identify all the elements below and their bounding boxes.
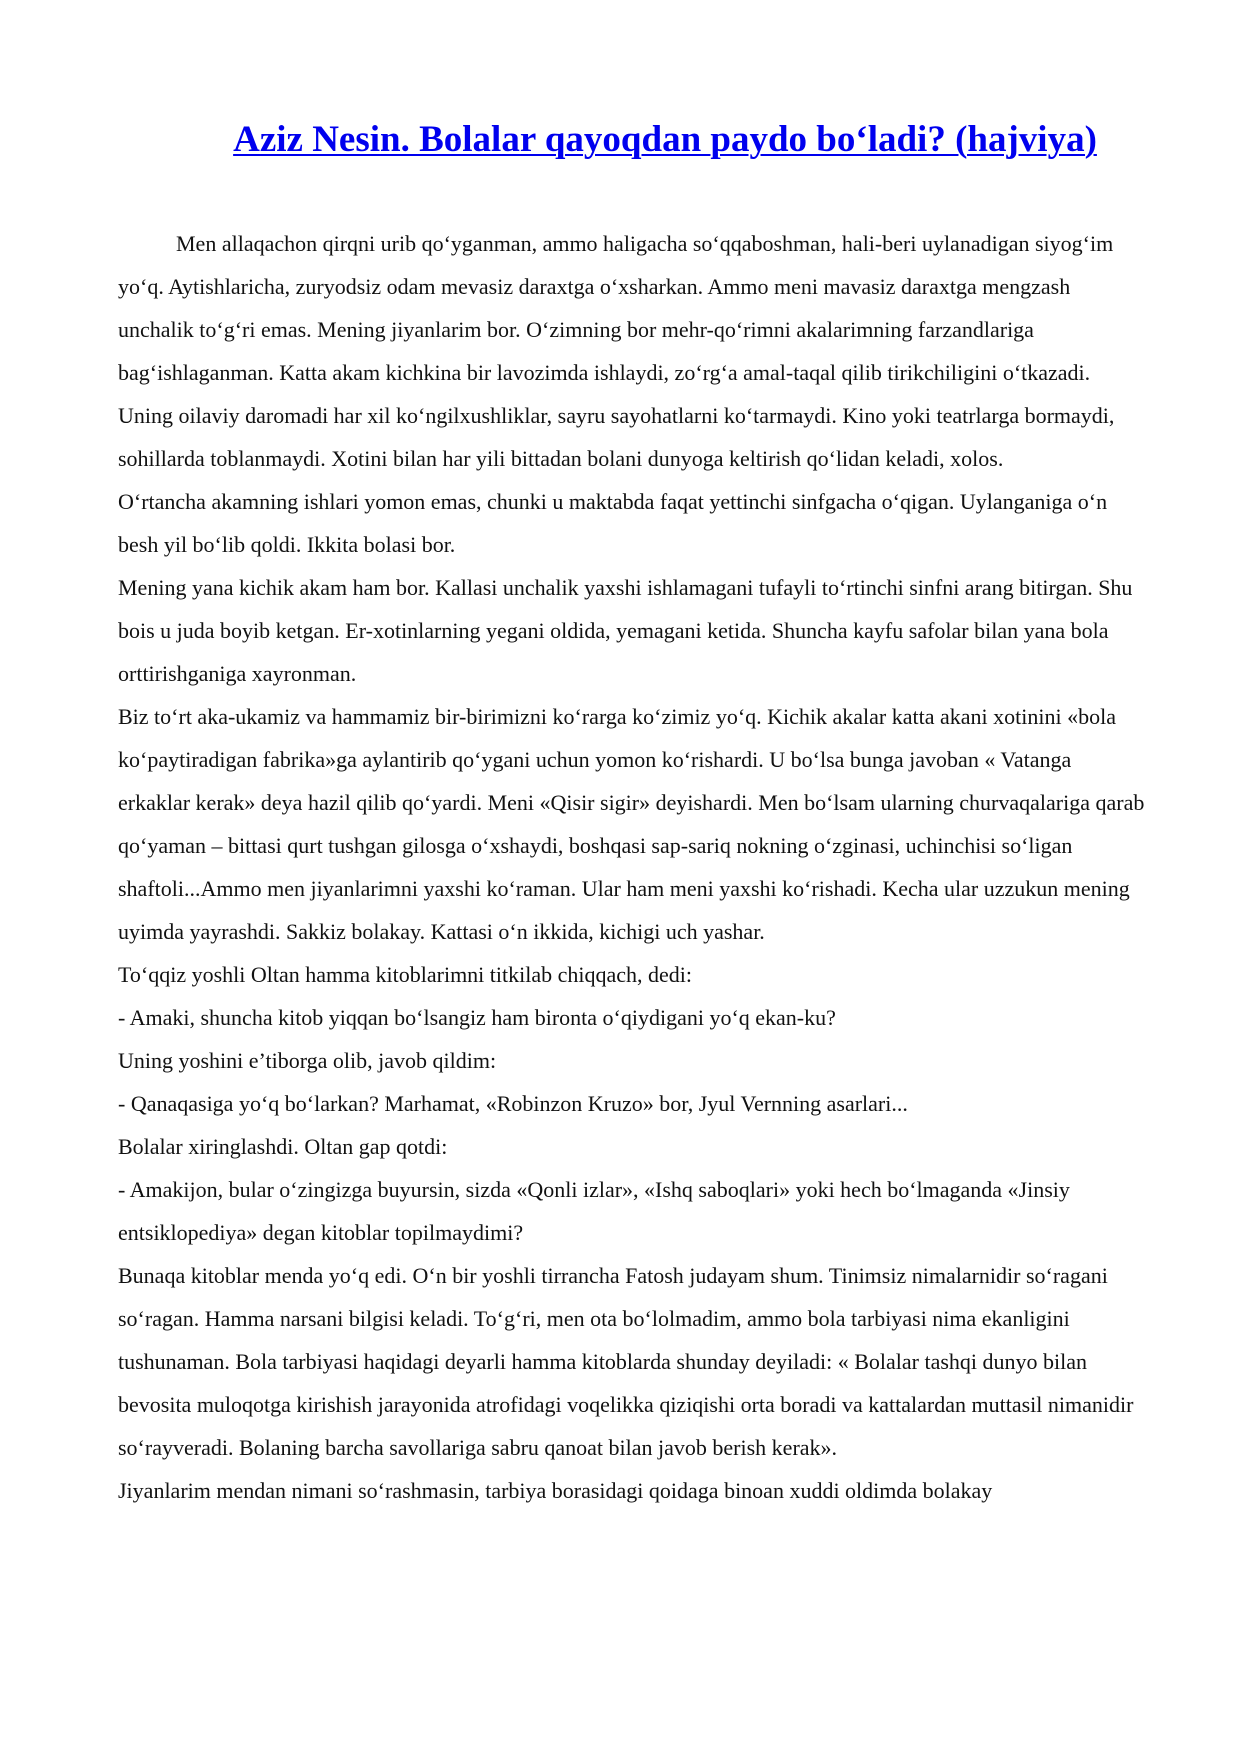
paragraph-4: Biz to‘rt aka-ukamiz va hammamiz bir-birimizni ko‘rarga ko‘zimiz yo‘q. Kichik akalar katta akani xotinini «bola ko‘paytiradigan fabrika»ga aylantirib qo‘ygani uchun yomon ko‘rishardi. U bo‘lsa bunga javoban « Vatanga erkaklar kerak» deya hazil qilib qo‘yardi. Meni «Qisir sigir» deyishardi. Men bo‘lsam ularning churvaqalariga qarab qo‘yaman – bittasi qurt tushgan gilosga o‘xshaydi, boshqasi sap-sariq nokning o‘zginasi, uchinchisi so‘ligan shaftoli...Ammo men jiyanlarimni yaxshi ko‘raman. Ular ham meni yaxshi ko‘rishadi. Kecha ular uzzukun mening uyimda yayrashdi. Sakkiz bolakay. Kattasi o‘n ikkida, kichigi uch yashar. bbox=[118, 704, 1145, 944]
paragraph-9: Bolalar xiringlashdi. Oltan gap qotdi: bbox=[118, 1134, 448, 1159]
paragraph-11: Bunaqa kitoblar menda yo‘q edi. O‘n bir yoshli tirrancha Fatosh judayam shum. Tinimsiz nimalarnidir so‘ragani so‘ragan. Hamma narsani bilgisi keladi. To‘g‘ri, men ota bo‘lolmadim, ammo bola tarbiyasi nima ekanligini tushunaman. Bola tarbiyasi haqidagi deyarli hamma kitoblarda shunday deyiladi: « Bolalar tashqi dunyo bilan bevosita muloqotga kirishish jarayonida atrofidagi voqelikka qiziqishi orta boradi va kattalardan muttasil nimanidir so‘rayveradi. Bolaning barcha savollariga sabru qanoat bilan javob berish kerak». bbox=[118, 1263, 1134, 1460]
paragraph-12: Jiyanlarim mendan nimani so‘rashmasin, tarbiya borasidagi qoidaga binoan xuddi oldimda bolakay bbox=[118, 1478, 993, 1503]
paragraph-6: - Amaki, shuncha kitob yiqqan bo‘lsangiz ham bironta o‘qiydigani yo‘q ekan-ku? bbox=[118, 1005, 836, 1030]
paragraph-1: Men allaqachon qirqni urib qo‘yganman, ammo haligacha so‘qqaboshman, hali-beri uylanadigan siyog‘im yo‘q. Aytishlaricha, zuryodsiz odam mevasiz daraxtga o‘xsharkan. Ammo meni mavasiz daraxtga mengzash unchalik to‘g‘ri emas. Mening jiyanlarim bor. O‘zimning bor mehr-qo‘rimni akalarimning farzandlariga bag‘ishlaganman. Katta akam kichkina bir lavozimda ishlaydi, zo‘rg‘a amal-taqal qilib tirikchiligini o‘tkazadi. Uning oilaviy daromadi har xil ko‘ngilxushliklar, sayru sayohatlarni ko‘tarmaydi. Kino yoki teatrlarga bormaydi, sohillarda toblanmaydi. Xotini bilan har yili bittadan bolani dunyoga keltirish qo‘lidan keladi, xolos. bbox=[118, 231, 1115, 471]
paragraph-5: To‘qqiz yoshli Oltan hamma kitoblarimni titkilab chiqqach, dedi: bbox=[118, 962, 693, 987]
paragraph-3: Mening yana kichik akam ham bor. Kallasi unchalik yaxshi ishlamagani tufayli to‘rtinchi sinfni arang bitirgan. Shu bois u juda boyib ketgan. Er-xotinlarning yegani oldida, yemagani ketida. Shuncha kayfu safolar bilan yana bola orttirishganiga xayronman. bbox=[118, 575, 1133, 686]
paragraph-8: - Qanaqasiga yo‘q bo‘larkan? Marhamat, «Robinzon Kruzo» bor, Jyul Vernning asarlari... bbox=[118, 1091, 908, 1116]
title-container bbox=[0, 118, 1240, 161]
paragraph-2: O‘rtancha akamning ishlari yomon emas, chunki u maktabda faqat yettinchi sinfgacha o‘qigan. Uylanganiga o‘n besh yil bo‘lib qoldi. Ikkita bolasi bor. bbox=[118, 489, 1108, 557]
paragraph-10: - Amakijon, bular o‘zingizga buyursin, sizda «Qonli izlar», «Ishq saboqlari» yoki hech bo‘lmaganda «Jinsiy entsiklopediya» degan kitoblar topilmaydimi? bbox=[118, 1177, 1070, 1245]
document-body bbox=[118, 222, 1148, 1512]
paragraph-7: Uning yoshini e’tiborga olib, javob qildim: bbox=[118, 1048, 497, 1073]
document-title-link[interactable]: Aziz Nesin. Bolalar qayoqdan paydo bo‘ladi? (hajviya) bbox=[233, 119, 1097, 160]
